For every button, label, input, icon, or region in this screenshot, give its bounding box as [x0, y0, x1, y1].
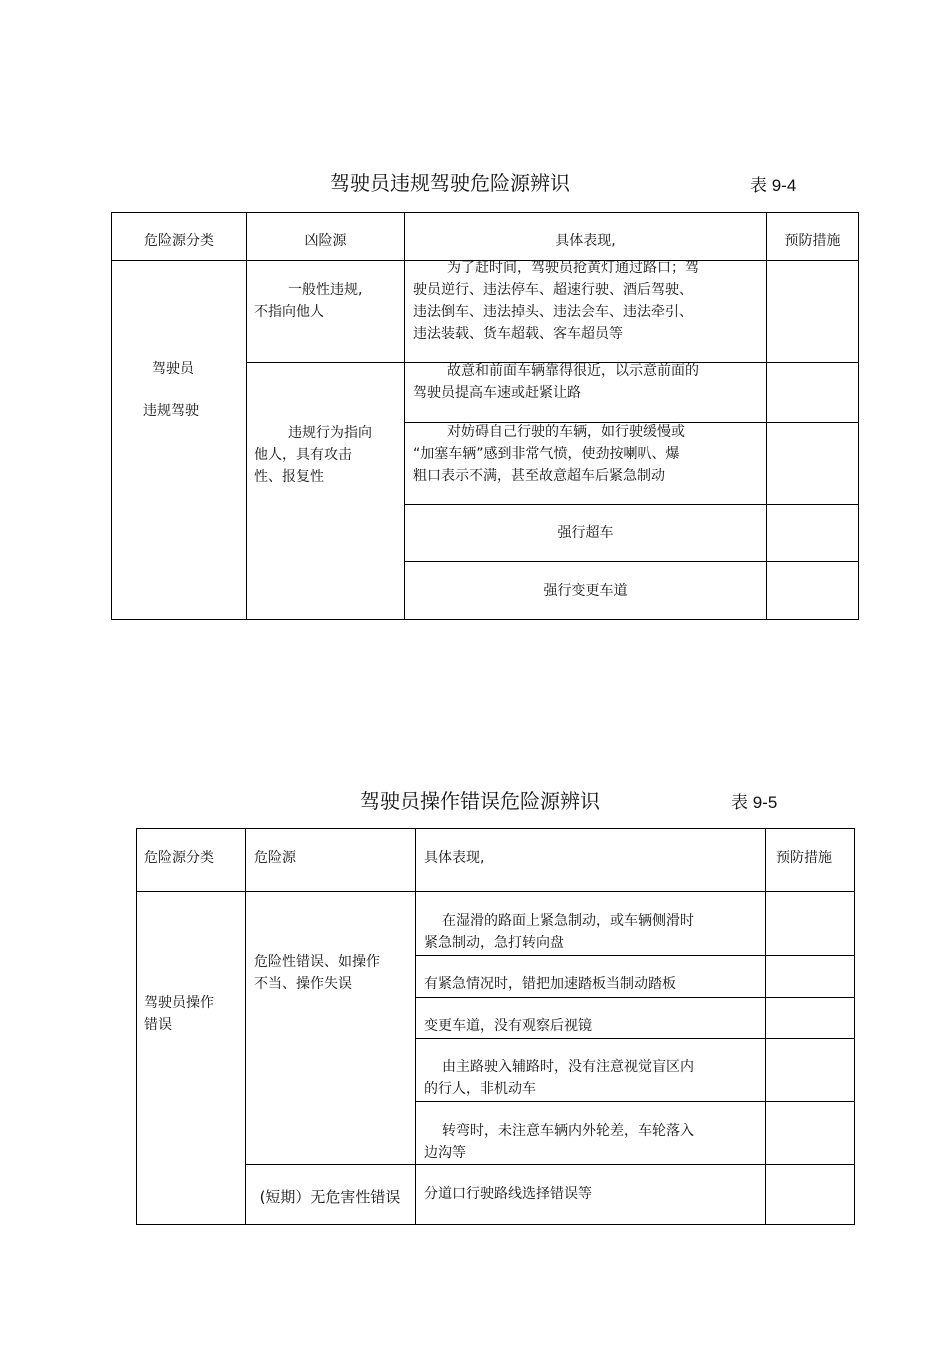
table2-source-dangerous: 危险性错误、如操作 不当、操作失误	[254, 954, 380, 992]
table2-source-harmless: (短期）无危害性错误	[259, 1188, 401, 1206]
table2-header-detail: 具体表现,	[424, 850, 485, 866]
table2-title: 驾驶员操作错误危险源辨识	[360, 789, 600, 813]
table2-detail-row: 由主路驶入辅路时，没有注意视觉盲区内 的行人，非机动车	[424, 1059, 694, 1097]
table2-category: 驾驶员操作 错误	[144, 995, 214, 1033]
table1-category-line1: 驾驶员	[152, 361, 194, 377]
table1-detail-row: 强行超车	[557, 525, 614, 541]
table1-detail-row: 故意和前面车辆靠得很近，以示意前面的 驾驶员提高车速或赶紧让路	[413, 363, 699, 401]
table1-source-general: 一般性违规, 不指向他人	[254, 282, 363, 320]
table1-number: 表 9-4	[750, 176, 797, 195]
table2-detail-row: 转弯时，未注意车辆内外轮差，车轮落入 边沟等	[424, 1123, 694, 1161]
table1-detail-row: 为了赶时间，驾驶员抢黄灯通过路口；驾 驶员逆行、违法停车、超速行驶、酒后驾驶、 违法倒车、违法掉头、违法会车、违法牵引、 违法装载、货车超载、客车超员等	[413, 260, 699, 342]
table1-header-category: 危险源分类	[144, 233, 214, 249]
table1-detail-row: 强行变更车道	[543, 583, 628, 599]
table1-header-source: 凶险源	[304, 233, 347, 249]
table2-header-source: 危险源	[254, 850, 296, 866]
table2-detail-row: 变更车道，没有观察后视镜	[424, 1018, 592, 1034]
table2-detail-row: 在湿滑的路面上紧急制动，或车辆侧滑时 紧急制动，急打转向盘	[424, 913, 694, 951]
table2-header-measures: 预防措施	[776, 850, 832, 866]
table1-title: 驾驶员违规驾驶危险源辨识	[330, 171, 570, 195]
table1-source-targeted: 违规行为指向 他人，具有攻击 性、报复性	[254, 425, 372, 485]
table2-number: 表 9-5	[731, 793, 778, 812]
table1-header-detail: 具体表现,	[555, 233, 616, 249]
table2-detail-row: 分道口行驶路线选择错误等	[424, 1186, 592, 1202]
table2-header-category: 危险源分类	[144, 850, 214, 866]
table1-category-line2: 违规驾驶	[143, 403, 199, 419]
table1-header-measures: 预防措施	[784, 233, 841, 249]
table2-detail-row: 有紧急情况时，错把加速踏板当制动踏板	[424, 976, 676, 992]
table1-detail-row: 对妨碍自己行驶的车辆，如行驶缓慢或 “加塞车辆”感到非常气愤，使劲按喇叭、爆 粗口表示不满，甚至故意超车后紧急制动	[413, 424, 685, 484]
